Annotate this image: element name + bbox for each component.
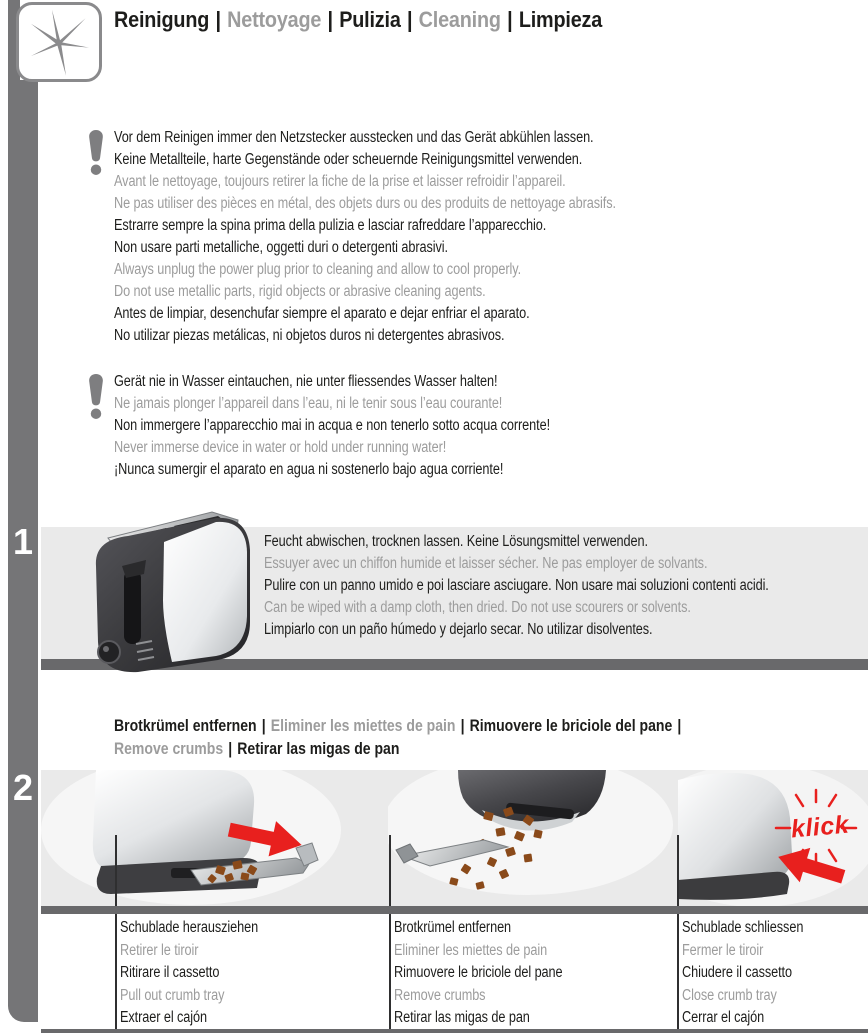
caption-column-remove-crumbs — [394, 917, 600, 1030]
title-part-it: Pulizia — [339, 7, 401, 32]
remove-crumbs-photo — [388, 770, 678, 906]
warning1-line: Vor dem Reinigen immer den Netzstecker ausstecken und das Gerät abkühlen lassen. — [114, 129, 594, 146]
step1-line: Feucht abwischen, trocknen lassen. Keine Lösungsmittel verwenden. — [264, 533, 648, 550]
warning1-line: Non usare parti metalliche, oggetti duri o detergenti abrasivi. — [114, 239, 448, 256]
crumb-heading-line1: Brotkrümel entfernen | Eliminer les miettes de pain | Rimuovere le briciole del pane | — [114, 717, 682, 735]
exclamation-icon — [88, 374, 104, 420]
warning1-line: Antes de limpiar, desenchufar siempre el aparato e dejar enfriar el aparato. — [114, 305, 530, 322]
caption-line: Close crumb tray — [682, 986, 777, 1004]
page-title — [114, 7, 602, 33]
caption-line: Fermer le tiroir — [682, 941, 764, 959]
title-part-fr: Nettoyage — [227, 7, 322, 32]
title-separator: | — [507, 7, 513, 32]
caption-line: Retirar las migas de pan — [394, 1009, 530, 1026]
title-separator: | — [327, 7, 333, 32]
klick-label: klick — [789, 810, 851, 844]
caption-line: Retirer le tiroir — [120, 941, 199, 959]
warning1-line: Do not use metallic parts, rigid objects or abrasive cleaning agents. — [114, 283, 486, 300]
warning-block-1 — [114, 127, 726, 347]
caption-line: Rimuovere le briciole del pane — [394, 964, 563, 981]
step2-number: 2 — [12, 767, 34, 808]
caption-line: Pull out crumb tray — [120, 986, 225, 1004]
crumb-heading-line2: Remove crumbs | Retirar las migas de pan — [114, 740, 400, 758]
step1-instructions — [264, 531, 868, 641]
pull-out-tray-photo — [41, 770, 347, 906]
warning1-line: Keine Metallteile, harte Gegenstände oder scheuernde Reinigungsmittel verwenden. — [114, 151, 583, 168]
warning-block-2 — [114, 371, 646, 481]
warning1-line: Always unplug the power plug prior to cleaning and allow to cool properly. — [114, 261, 522, 278]
title-part-en: Cleaning — [418, 7, 501, 32]
table-divider-2 — [389, 835, 391, 1033]
step1-line: Can be wiped with a damp cloth, then dried. Do not use scourers or solvents. — [264, 599, 691, 616]
toaster-photo — [66, 504, 262, 676]
warning2-line: Never immerse device in water or hold under running water! — [114, 439, 447, 456]
warning2-line: ¡Nunca sumergir el aparato en agua ni sostenerlo bajo agua corriente! — [114, 461, 504, 478]
crumb-section-heading — [114, 715, 787, 761]
bottom-rule — [41, 1029, 868, 1033]
table-divider-3 — [677, 835, 679, 1033]
exclamation-icon — [88, 130, 104, 176]
step1-line: Essuyer avec un chiffon humide et laisser sécher. Ne pas employer de solvants. — [264, 555, 708, 572]
step1-line: Pulire con un panno umido e poi lasciare asciugare. Non usare mai soluzioni contenti acidi. — [264, 577, 769, 594]
title-part-es: Limpieza — [518, 7, 603, 32]
table-divider-1 — [115, 835, 117, 1033]
title-separator: | — [406, 7, 413, 32]
warning2-line: Ne jamais plonger l’appareil dans l’eau, ni le tenir sous l’eau courante! — [114, 395, 503, 412]
warning1-line: Ne pas utiliser des pièces en métal, des objets durs ou des produits de nettoyage abrasifs. — [114, 195, 616, 212]
warning1-line: No utilizar piezas metálicas, ni objetos duros ni detergentes abrasivos. — [114, 327, 505, 344]
step2-rule — [41, 906, 868, 914]
caption-line: Eliminer les miettes de pain — [394, 941, 548, 959]
caption-line: Brotkrümel entfernen — [394, 919, 512, 936]
step1-number: 1 — [12, 521, 34, 562]
caption-line: Chiudere il cassetto — [682, 964, 792, 981]
sparkle-star-icon — [21, 7, 97, 77]
caption-line: Cerrar el cajón — [682, 1009, 765, 1026]
caption-line: Extraer el cajón — [120, 1009, 207, 1026]
title-part-de: Reinigung — [114, 7, 210, 32]
caption-line: Schublade herausziehen — [120, 919, 259, 936]
caption-line: Remove crumbs — [394, 986, 486, 1004]
caption-line: Schublade schliessen — [682, 919, 804, 936]
caption-column-close-tray — [682, 917, 830, 1030]
caption-line: Ritirare il cassetto — [120, 964, 220, 981]
title-separator: | — [215, 7, 221, 32]
caption-column-pull-out — [120, 917, 288, 1030]
step1-line: Limpiarlo con un paño húmedo y dejarlo secar. No utilizar disolventes. — [264, 621, 653, 638]
sparkle-logo — [16, 2, 102, 82]
warning1-line: Estrarre sempre la spina prima della pulizia e lasciar rafreddare l’apparecchio. — [114, 217, 547, 234]
warning2-line: Non immergere l’apparecchio mai in acqua e non tenerlo sotto acqua corrente! — [114, 417, 551, 434]
warning2-line: Gerät nie in Wasser eintauchen, nie unter fliessendes Wasser halten! — [114, 373, 498, 390]
warning1-line: Avant le nettoyage, toujours retirer la fiche de la prise et laisser refroidir l’appareil. — [114, 173, 566, 190]
